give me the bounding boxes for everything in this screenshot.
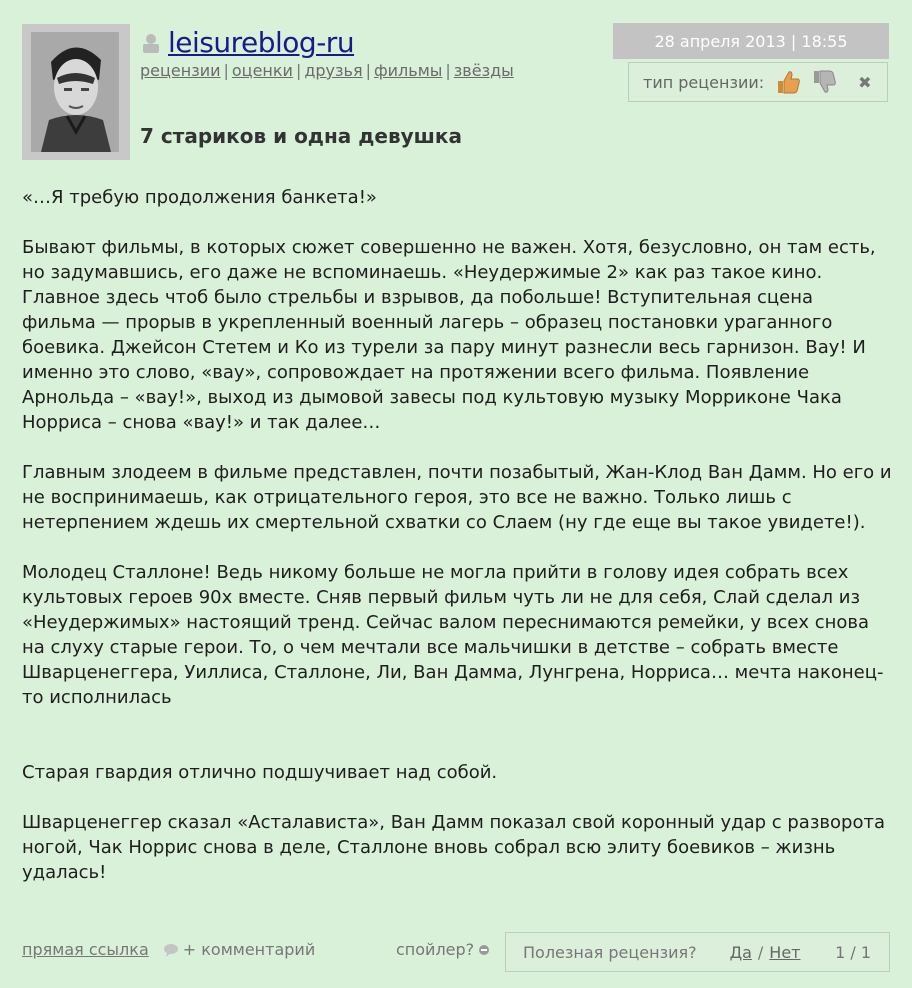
- useful-yes-link[interactable]: Да: [729, 942, 752, 962]
- review-date: 28 апреля 2013 | 18:55: [613, 23, 889, 59]
- useful-separator: /: [757, 942, 764, 962]
- review-body: [22, 185, 892, 910]
- review-paragraph: Молодец Сталлоне! Ведь никому больше не могла прийти в голову идея собрать всех культовых героев 90х вместе. Сняв первый фильм чуть ли не для себя, Слай сделал из «Неудержимых» настоящий тренд. Сейчас валом переснимаются ремейки, у всех снова на слуху старые герои. То, о чем мечтали все мальчишки в детстве – собрать вместе Шварценеггера, Уиллиса, Сталлоне, Ли, Ван Дамма, Лунгрена, Норриса… мечта наконец-то исполнилась: [22, 562, 884, 708]
- permalink-link[interactable]: прямая ссылка: [22, 940, 149, 959]
- review-paragraph: «…Я требую продолжения банкета!»: [22, 187, 377, 208]
- avatar-frame: [22, 24, 130, 160]
- link-friends[interactable]: друзья: [304, 61, 363, 80]
- link-ratings[interactable]: оценки: [231, 61, 293, 80]
- spoiler-toggle[interactable]: [396, 940, 490, 959]
- username-link[interactable]: leisureblog-ru: [168, 26, 355, 59]
- useful-review-panel: [505, 932, 890, 972]
- link-stars[interactable]: звёзды: [453, 61, 514, 80]
- add-comment-link[interactable]: + комментарий: [182, 940, 316, 959]
- thumb-down-icon[interactable]: [810, 68, 838, 96]
- useful-count: 1 / 1: [835, 942, 871, 962]
- link-films[interactable]: фильмы: [373, 61, 443, 80]
- review-paragraph: Шварценеггер сказал «Асталависта», Ван Дамм показал свой коронный удар с разворота ногой, Чак Норрис снова в деле, Сталлоне вновь собрал всю элиту боевиков – жизнь удалась!: [22, 812, 885, 883]
- useful-no-link[interactable]: Нет: [769, 942, 801, 962]
- review-type-panel: [628, 62, 888, 102]
- link-reviews[interactable]: рецензии: [140, 61, 221, 80]
- spoiler-dot-icon: [478, 944, 490, 956]
- avatar-image: [31, 32, 119, 152]
- comment-bubble-icon: [163, 943, 179, 957]
- review-title: 7 стариков и одна девушка: [140, 124, 462, 148]
- close-icon[interactable]: ✖: [858, 72, 872, 92]
- header-user: [140, 26, 514, 80]
- review-paragraph: Старая гвардия отлично подшучивает над собой.: [22, 762, 498, 783]
- review-paragraph: Бывают фильмы, в которых сюжет совершенно не важен. Хотя, безусловно, он там есть, но задумавшись, его даже не вспоминаешь. «Неудержимые 2» как раз такое кино. Главное здесь чтоб было стрельбы и взрывов, да побольше! Вступительная сцена фильма — прорыв в укрепленный военный лагерь – образец постановки ураганного боевика. Джейсон Стетем и Ко из турели за пару минут разнесли весь гарнизон. Вау! И именно это слово, «вау», сопровождает на протяжении всего фильма. Появление Арнольда – «вау!», выход из дымовой завесы под культовую музыку Морриконе Чака Норриса – снова «вау!» и так далее…: [22, 237, 876, 433]
- spoiler-label: спойлер?: [396, 940, 475, 959]
- user-line: [140, 26, 514, 59]
- review-type-label: тип рецензии:: [643, 72, 765, 92]
- avatar[interactable]: [31, 32, 119, 152]
- user-icon: [140, 32, 162, 54]
- footer-links: [22, 940, 315, 959]
- review-paragraph: Главным злодеем в фильме представлен, почти позабытый, Жан-Клод Ван Дамм. Но его и не воспринимаешь, как отрицательного героя, это все не важно. Только лишь с нетерпением ждешь их смертельной схватки со Слаем (ну где еще вы такое увидете!).: [22, 462, 892, 533]
- thumb-up-icon[interactable]: [774, 68, 802, 96]
- profile-links: рецензии | оценки | друзья | фильмы | звёзды: [140, 61, 514, 80]
- useful-question: Полезная рецензия?: [523, 942, 697, 962]
